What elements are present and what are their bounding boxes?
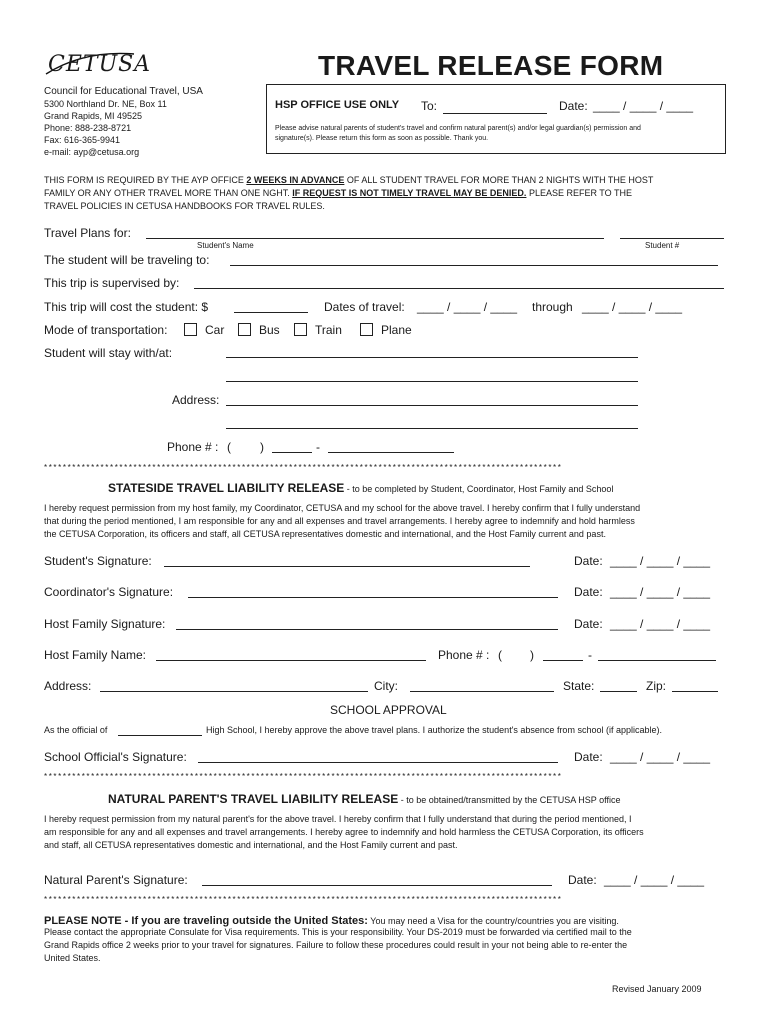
travel-start-date-field[interactable]: ____ / ____ / ____ — [417, 300, 518, 314]
stay-address-label: Address: — [172, 393, 220, 407]
office-date-field[interactable]: ____ / ____ / ____ — [593, 99, 694, 113]
school-approval-text: High School, I hereby approve the above travel plans. I authorize the student's absence from school (if applicable). — [206, 725, 662, 735]
bus-checkbox[interactable] — [238, 323, 251, 336]
host-family-signature-date-field[interactable]: ____ / ____ / ____ — [610, 617, 711, 631]
divider-stars: ************************************************************************************************************** — [44, 463, 563, 472]
logo-text: CETUSA — [48, 52, 152, 77]
stay-phone-number-field[interactable] — [328, 452, 454, 453]
stay-phone-label: Phone # : — [167, 440, 219, 454]
coordinator-signature-date-field[interactable]: ____ / ____ / ____ — [610, 585, 711, 599]
car-checkbox[interactable] — [184, 323, 197, 336]
plane-checkbox[interactable] — [360, 323, 373, 336]
coordinator-signature-label: Coordinator's Signature: — [44, 585, 174, 599]
plane-label: Plane — [381, 323, 412, 337]
office-to-field[interactable] — [443, 113, 547, 114]
host-family-signature-field[interactable] — [176, 629, 558, 630]
stay-address-field-2[interactable] — [226, 428, 638, 429]
divider-stars: ************************************************************************************************************** — [44, 772, 563, 781]
host-family-signature-date-label: Date: — [574, 617, 603, 631]
travel-end-date-field[interactable]: ____ / ____ / ____ — [582, 300, 683, 314]
stay-with-field-1[interactable] — [226, 357, 638, 358]
notice: THIS FORM IS REQUIRED BY THE AYP OFFICE 2 WEEKS IN ADVANCE OF ALL STUDENT TRAVEL FOR MORE THAN 2 NIGHTS WITH THE HOST FAMILY OR ANY OTHER TRAVEL MORE THAN ONE NGHT. IF REQUEST IS NOT TIMELY TRAVEL MAY BE DENIED. PLEASE REFER TO THE TRAVEL POLICIES IN CETUSA HANDBOOKS FOR TRAVEL RULES. — [44, 175, 654, 211]
stay-phone-close-paren: ) — [260, 440, 264, 454]
school-official-signature-field[interactable] — [198, 762, 558, 763]
office-date-label: Date: — [559, 99, 588, 113]
stay-with-field-2[interactable] — [226, 381, 638, 382]
school-official-date-label: Date: — [574, 750, 603, 764]
office-note-line1: Please advise natural parents of student's travel and confirm natural parent(s) and/or legal guardian(s) permission and — [275, 125, 641, 132]
traveling-to-label: The student will be traveling to: — [44, 253, 210, 267]
host-zip-label: Zip: — [646, 679, 667, 693]
host-zip-field[interactable] — [672, 691, 718, 692]
stay-phone-open-paren: ( — [227, 440, 231, 454]
student-number-field[interactable] — [620, 238, 724, 239]
org-address2: Grand Rapids, MI 49525 — [44, 111, 143, 121]
org-phone: Phone: 888-238-8721 — [44, 123, 132, 133]
stay-with-label: Student will stay with/at: — [44, 346, 173, 360]
form-title: TRAVEL RELEASE FORM — [318, 50, 664, 81]
office-use-heading: HSP OFFICE USE ONLY — [275, 99, 400, 111]
host-city-label: City: — [374, 679, 398, 693]
student-number-caption: Student # — [645, 241, 680, 250]
coordinator-signature-field[interactable] — [188, 597, 558, 598]
host-phone-number-field[interactable] — [598, 660, 716, 661]
please-note-paragraph: Please contact the appropriate Consulate for Visa requirements. This is your responsibility. Your DS-2019 must be forwarded via certified mail to the Grand Rapids office 2 weeks prior to your travel for signatures. Failure to follow these procedures could result in your not being able to re-enter the United States. — [44, 927, 632, 963]
revised-date: Revised January 2009 — [612, 984, 702, 994]
stay-phone-prefix-field[interactable] — [272, 452, 312, 453]
host-family-signature-label: Host Family Signature: — [44, 617, 166, 631]
bus-label: Bus — [259, 323, 280, 337]
host-city-field[interactable] — [410, 691, 554, 692]
logo — [44, 48, 152, 78]
org-name: Council for Educational Travel, USA — [44, 86, 203, 97]
natural-parent-signature-field[interactable] — [202, 885, 552, 886]
please-note-heading: PLEASE NOTE - If you are traveling outside the United States: You may need a Visa for the country/countries you are visiting. — [44, 915, 619, 927]
office-to-label: To: — [421, 99, 438, 113]
host-phone-prefix-field[interactable] — [543, 660, 583, 661]
host-family-name-label: Host Family Name: — [44, 648, 147, 662]
host-address-field[interactable] — [100, 691, 368, 692]
traveling-to-field[interactable] — [230, 265, 718, 266]
stateside-heading: STATESIDE TRAVEL LIABILITY RELEASE - to be completed by Student, Coordinator, Host Family and School — [108, 481, 614, 495]
host-state-field[interactable] — [600, 691, 637, 692]
stay-address-field-1[interactable] — [226, 405, 638, 406]
school-official-signature-label: School Official's Signature: — [44, 750, 187, 764]
host-phone-close-paren: ) — [530, 648, 534, 662]
natural-parent-signature-label: Natural Parent's Signature: — [44, 873, 188, 887]
student-signature-date-label: Date: — [574, 554, 603, 568]
train-checkbox[interactable] — [294, 323, 307, 336]
students-name-caption: Student's Name — [197, 241, 254, 250]
school-name-field[interactable] — [118, 735, 202, 736]
supervised-by-label: This trip is supervised by: — [44, 276, 180, 290]
host-state-label: State: — [563, 679, 595, 693]
student-signature-date-field[interactable]: ____ / ____ / ____ — [610, 554, 711, 568]
supervised-by-field[interactable] — [194, 288, 724, 289]
host-phone-dash: - — [588, 648, 592, 662]
school-official-date-field[interactable]: ____ / ____ / ____ — [610, 750, 711, 764]
natural-parent-heading: NATURAL PARENT'S TRAVEL LIABILITY RELEASE - to be obtained/transmitted by the CETUSA HSP office — [108, 792, 621, 806]
natural-parent-paragraph: I hereby request permission from my natural parent's for the above travel. I hereby confirm that I fully understand that during the period mentioned, I am responsible for any and all expenses and travel arrangements. I hereby agree to indemnify and hold harmless the CETUSA Corporation, its officers and staff, all CETUSA representatives domestic and international, and the Host Family current and past. — [44, 814, 644, 850]
divider-stars: ************************************************************************************************************** — [44, 895, 563, 904]
school-official-of-text: As the official of — [44, 725, 108, 735]
dates-of-travel-label: Dates of travel: — [324, 300, 405, 314]
stateside-paragraph: I hereby request permission from my host family, my Coordinator, CETUSA and my school for the above travel. I hereby confirm that I fully understand that during the period mentioned, I am responsible for any and all expenses and travel arrangements. I hereby agree to indemnify and hold harmless the CETUSA Corporation, its officers and staff, all CETUSA representatives domestic and international, and the Host Family current and past. — [44, 503, 641, 539]
train-label: Train — [315, 323, 342, 337]
stay-phone-dash: - — [316, 440, 320, 454]
host-family-name-field[interactable] — [156, 660, 426, 661]
through-label: through — [532, 300, 573, 314]
host-phone-label: Phone # : — [438, 648, 490, 662]
office-use-box — [266, 84, 726, 154]
coordinator-signature-date-label: Date: — [574, 585, 603, 599]
school-approval-heading: SCHOOL APPROVAL — [330, 703, 447, 717]
mode-of-transportation-label: Mode of transportation: — [44, 323, 168, 337]
org-address1: 5300 Northland Dr. NE, Box 11 — [44, 99, 167, 109]
office-note-line2: signature(s). Please return this form as soon as possible. Thank you. — [275, 135, 489, 142]
host-phone-open-paren: ( — [498, 648, 502, 662]
org-fax: Fax: 616-365-9941 — [44, 135, 121, 145]
student-signature-field[interactable] — [164, 566, 530, 567]
cost-field[interactable] — [234, 312, 308, 313]
natural-parent-date-label: Date: — [568, 873, 597, 887]
natural-parent-date-field[interactable]: ____ / ____ / ____ — [604, 873, 705, 887]
student-name-field[interactable] — [146, 238, 604, 239]
car-label: Car — [205, 323, 225, 337]
cost-label: This trip will cost the student: $ — [44, 300, 209, 314]
host-address-label: Address: — [44, 679, 92, 693]
student-signature-label: Student's Signature: — [44, 554, 152, 568]
org-email: e-mail: ayp@cetusa.org — [44, 147, 140, 157]
travel-plans-label: Travel Plans for: — [44, 226, 131, 240]
